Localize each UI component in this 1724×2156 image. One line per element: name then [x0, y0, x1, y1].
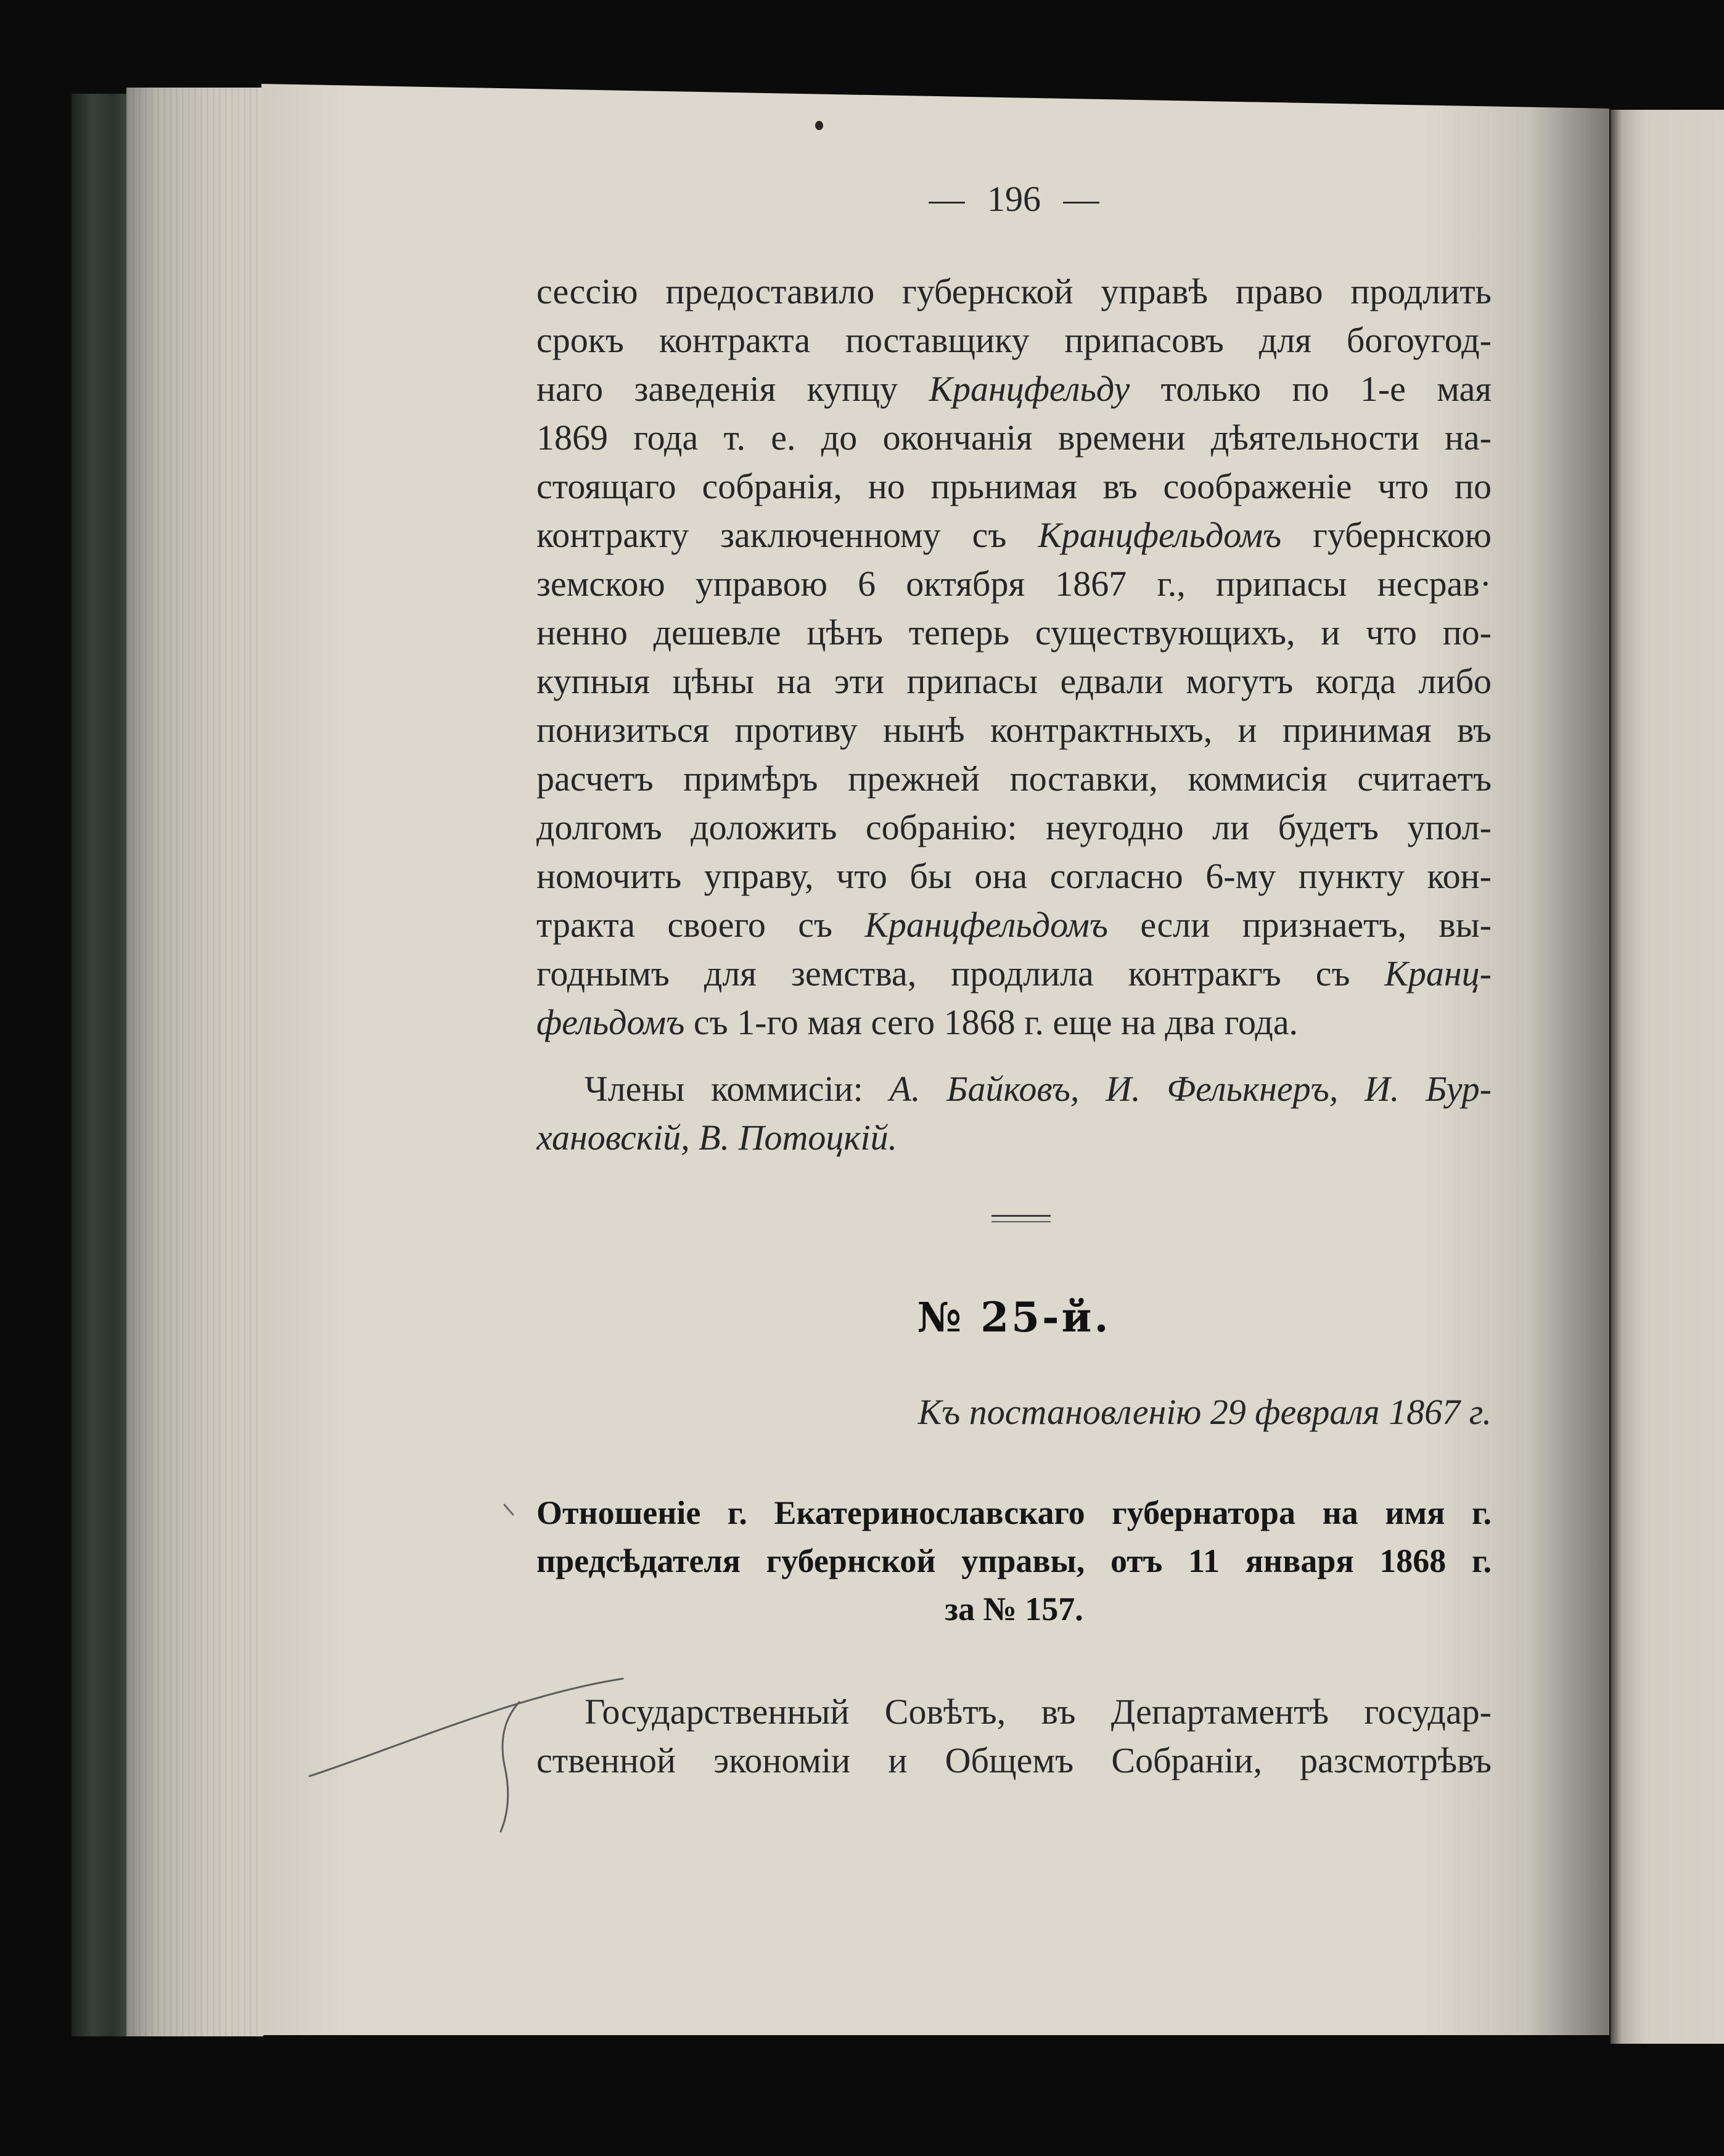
text-segment: тракта своего съ	[536, 905, 865, 945]
text-segment: годнымъ для земства, продлила контракгъ съ	[536, 953, 1385, 994]
text-line	[536, 949, 1492, 998]
page-stack-edge	[126, 88, 263, 2036]
italic-name: Кранцфельдомъ	[864, 905, 1109, 945]
italic-name: Кранц-	[1384, 953, 1492, 994]
text-segment: если признаетъ, вы-	[1108, 905, 1492, 945]
text-line: номочить управу, что бы она согласно 6-му пункту кон-	[536, 856, 1492, 896]
document-heading	[536, 1489, 1492, 1633]
text-segment: контракту заключенному съ	[536, 515, 1038, 555]
text-line: срокъ контракта поставщику припасовъ для богоугод-	[536, 320, 1492, 360]
paragraph-1	[536, 267, 1492, 1047]
paragraph-3	[536, 1687, 1492, 1785]
text-line: стоящаго собранія, но прьнимая въ соображеніе что по	[536, 466, 1492, 506]
text-line: купныя цѣны на эти припасы едвали могутъ когда либо	[536, 661, 1492, 701]
heading-line: за № 157.	[945, 1590, 1083, 1627]
italic-names: хановскій, В. Потоцкій.	[536, 1117, 898, 1158]
resolution-reference: Къ постановленію 29 февраля 1867 г.	[917, 1392, 1492, 1432]
text-line	[536, 511, 1492, 559]
text-line: сессію предоставило губернской управѣ право продлить	[536, 271, 1492, 311]
text-line: 1869 года т. е. до окончанія времени дѣятельности на-	[536, 418, 1492, 458]
text-line: долгомъ доложить собранію: неугодно ли будетъ упол-	[536, 807, 1492, 847]
text-line: ственной экономіи и Общемъ Собраніи, разсмотрѣвъ	[536, 1740, 1492, 1780]
text-line: земскою управою 6 октября 1867 г., припасы несрав·	[536, 564, 1492, 604]
italic-name: фельдомъ	[536, 1002, 685, 1042]
book-cover-edge	[72, 94, 131, 2036]
italic-name: Кранцфельду	[929, 369, 1130, 409]
text-segment: съ 1-го мая сего 1868 г. еще на два года.	[684, 1002, 1299, 1042]
heading-line: предсѣдателя губернской управы, отъ 11 января 1868 г.	[536, 1542, 1492, 1579]
text-segment: только по 1-е мая	[1130, 369, 1492, 409]
text-segment: Члены коммисіи:	[585, 1069, 890, 1109]
italic-name: Кранцфельдомъ	[1038, 515, 1282, 555]
text-line	[536, 364, 1492, 413]
text-line	[536, 900, 1492, 949]
text-line: понизиться противу нынѣ контрактныхъ, и принимая въ	[536, 710, 1492, 750]
text-line	[536, 1064, 1492, 1113]
text-line: Государственный Совѣтъ, въ Департаментѣ государ-	[585, 1692, 1492, 1732]
section-divider	[991, 1215, 1051, 1222]
paragraph-2	[536, 1064, 1492, 1162]
text-line	[536, 998, 1492, 1047]
heading-line: Отношеніе г. Екатеринославскаго губернатора на имя г.	[536, 1494, 1492, 1531]
page-number: — 196 —	[929, 179, 1099, 219]
italic-names: А. Байковъ, И. Фелькнеръ, И. Бур-	[889, 1069, 1492, 1109]
right-page-edge	[1611, 110, 1724, 2044]
section-number: № 25-й.	[917, 1293, 1111, 1341]
text-line	[536, 1113, 1492, 1162]
ink-spot	[815, 121, 823, 130]
text-line: расчетъ примѣръ прежней поставки, коммисія считаетъ	[536, 759, 1492, 799]
text-segment: наго заведенія купцу	[536, 369, 929, 409]
text-line: ненно дешевле цѣнъ теперь существующихъ, и что по-	[536, 612, 1492, 652]
text-segment: губернскою	[1281, 515, 1492, 555]
